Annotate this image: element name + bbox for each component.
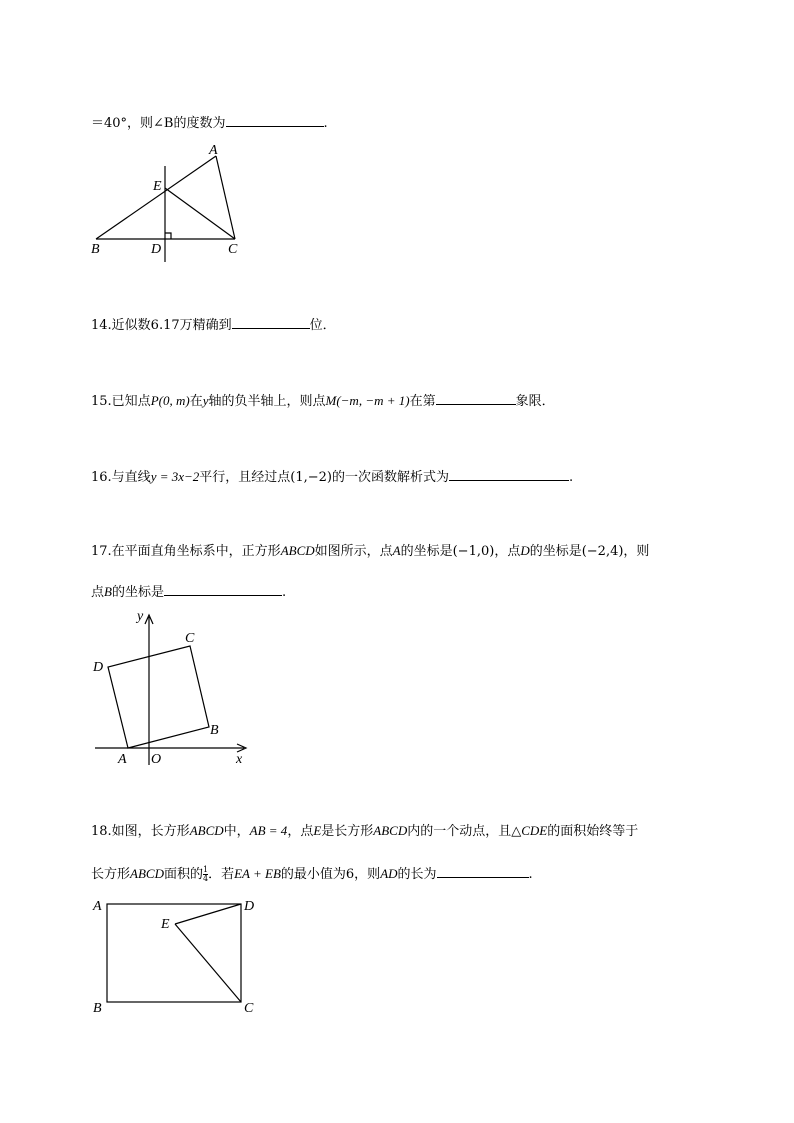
q15-suffix: 象限．: [515, 394, 555, 409]
q18-line1-d: 是长方形: [321, 824, 374, 839]
q15-prefix: 15.已知点: [91, 394, 151, 409]
q13-statement: ＝40°，则∠B的度数为: [91, 116, 226, 131]
q13-label-c: C: [228, 242, 238, 257]
q17-point-a: A: [392, 543, 401, 558]
q17-point-d: D: [520, 543, 530, 558]
q17-label-x: x: [236, 752, 243, 767]
q18-sum: EA + EB: [234, 866, 281, 881]
q15-y-axis: y: [202, 393, 209, 408]
q17-label-b: B: [210, 723, 219, 738]
q18-line1-a: 18.如图，长方形: [91, 824, 190, 839]
q15-mid1: 在: [189, 394, 203, 409]
q13-label-b: B: [91, 242, 100, 257]
q17-label-o: O: [151, 752, 162, 767]
q17-line1-d: 的坐标是(−2,4)，则: [529, 544, 650, 559]
q16-period: .: [569, 470, 574, 485]
q18-line2-e: 的长为: [397, 867, 437, 882]
q17-label-c: C: [185, 631, 195, 646]
q17-line1-a: 17.在平面直角坐标系中，正方形: [91, 544, 281, 559]
q15-mid2: 轴的负半轴上，则点: [208, 394, 326, 409]
q18-period: .: [528, 867, 533, 882]
q18-line2-a: 长方形: [91, 867, 131, 882]
q18-line2-c: ．若: [208, 867, 235, 882]
q16-equation: y = 3x−2: [150, 469, 200, 484]
q18-label-e: E: [161, 917, 170, 932]
q18-rect-name-2: ABCD: [373, 823, 408, 838]
q13-label-d: D: [151, 242, 162, 257]
q18-ad: AD: [380, 866, 398, 881]
q18-fraction-denominator: 4: [202, 874, 209, 883]
q17-label-y: y: [137, 609, 144, 624]
q17-label-a: A: [118, 752, 127, 767]
q18-ab-value: AB = 4: [249, 823, 288, 838]
q18-label-b: B: [93, 1001, 102, 1016]
q15-mid3: 在第: [409, 394, 436, 409]
q18-point-e: E: [313, 823, 322, 838]
q17-period: .: [281, 585, 287, 600]
q17-line2-a: 点: [91, 585, 105, 600]
q18-label-d: D: [244, 899, 255, 914]
q15-point-m: M(−m, −m + 1): [325, 393, 410, 408]
q18-segment-ed: [175, 904, 241, 924]
q13-period: .: [323, 116, 328, 131]
q18-label-c: C: [244, 1001, 254, 1016]
q14-suffix: 位．: [309, 318, 336, 333]
q18-line1-e: 内的一个动点，且△: [407, 824, 522, 839]
q18-line2-d: 的最小值为6，则: [280, 867, 381, 882]
q18-rectangle: [107, 904, 241, 1002]
q15-point-p: P(0, m): [150, 393, 190, 408]
q18-rect-name: ABCD: [189, 823, 224, 838]
q17-label-d: D: [93, 660, 104, 675]
q18-line1-c: ，点: [287, 824, 314, 839]
q18-line1-b: 中，: [223, 824, 250, 839]
q16-statement: 平行，且经过点(1,−2)的一次函数解析式为: [199, 470, 449, 485]
q18-label-a: A: [93, 899, 102, 914]
q14-statement: 14.近似数6.17万精确到: [91, 318, 232, 333]
q18-line1-f: 的面积始终等于: [547, 824, 639, 839]
q17-line2-b: 的坐标是: [111, 585, 164, 600]
q18-rect-name-3: ABCD: [130, 866, 164, 881]
q18-fraction-numerator: 1: [202, 865, 209, 874]
q13-label-a: A: [209, 143, 218, 158]
q18-triangle-name: CDE: [521, 823, 548, 838]
q16-prefix: 16.与直线: [91, 470, 151, 485]
q13-label-e: E: [153, 179, 162, 194]
q18-segment-ec: [175, 924, 241, 1002]
q17-line1-c: 的坐标是(−1,0)，点: [400, 544, 521, 559]
q17-point-b: B: [104, 584, 112, 599]
q18-line2-b: 面积的: [163, 867, 203, 882]
q17-square-name: ABCD: [280, 543, 315, 558]
q17-line1-b: 如图所示，点: [314, 544, 393, 559]
